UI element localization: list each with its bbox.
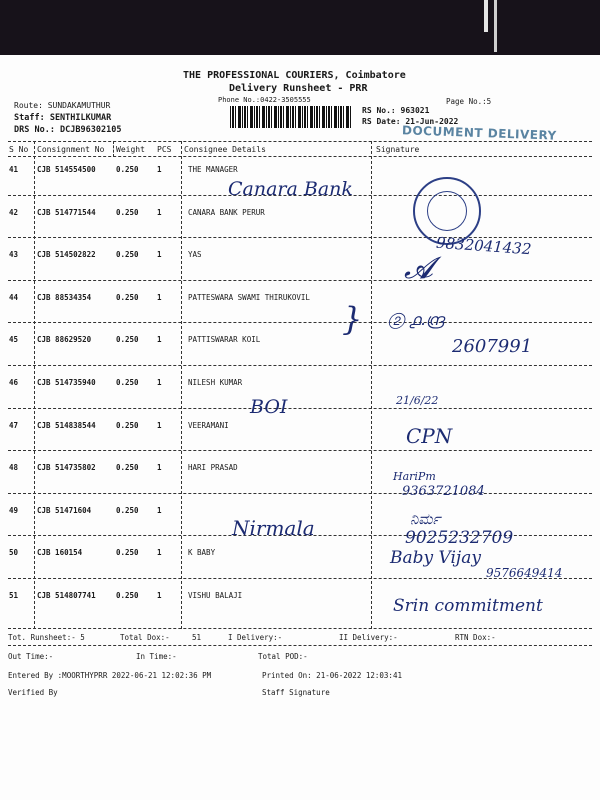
row-weight: 0.250: [116, 250, 139, 260]
handwritten-signature-50: Baby Vijay: [390, 548, 481, 568]
row-sno: 46: [9, 378, 19, 387]
row-weight: 0.250: [116, 335, 139, 345]
handwritten-canara-bank: Canara Bank: [228, 178, 353, 200]
row-pcs: 1: [157, 548, 162, 558]
row-sno: 42: [9, 207, 19, 217]
row-weight: 0.250: [116, 165, 139, 174]
verified-by: Verified By: [8, 688, 58, 697]
row-sno: 49: [9, 505, 19, 515]
ii-delivery: II Delivery:-: [339, 633, 398, 642]
row-sno: 44: [9, 292, 19, 302]
col-pcs: PCS: [157, 145, 172, 154]
row-consignee: THE MANAGER: [188, 165, 238, 174]
row-rule: [8, 365, 592, 366]
handwritten-hari: HariPm: [393, 470, 436, 483]
row-consignment: CJB 514807741: [37, 591, 96, 600]
in-time: In Time:-: [136, 652, 177, 661]
footer-rule: [8, 645, 592, 646]
col-consignment: Consignment No: [37, 145, 105, 154]
route: Route: SUNDAKAMUTHUR: [14, 101, 111, 110]
total-pod: Total POD:-: [258, 652, 308, 661]
row-consignment: CJB 514735802: [37, 463, 96, 473]
out-time: Out Time:-: [8, 652, 54, 661]
handwritten-cpn: CPN: [406, 424, 453, 448]
handwritten-signature-51: Srin commitment: [393, 596, 543, 616]
row-pcs: 1: [157, 591, 162, 600]
table-bottom-rule: [8, 628, 592, 629]
row-weight: 0.250: [116, 591, 139, 600]
row-rule: [8, 408, 592, 409]
row-pcs: 1: [157, 505, 162, 515]
entered-by: Entered By :MOORTHYPRR 2022-06-21 12:02:36 PM: [8, 671, 212, 680]
document-delivery-stamp: DOCUMENT DELIVERY: [401, 123, 557, 143]
row-consignee: K BABY: [188, 548, 216, 558]
row-sno: 48: [9, 463, 19, 473]
row-consignment: CJB 514502822: [37, 250, 96, 260]
staff: Staff: SENTHILKUMAR: [14, 113, 112, 123]
col-consignee: Consignee Details: [184, 145, 266, 154]
col-divider: [113, 141, 114, 157]
rtn-dox: RTN Dox:-: [455, 633, 496, 642]
row-consignee: VISHU BALAJI: [188, 591, 243, 600]
handwritten-signature-43: 𝓐: [404, 251, 433, 286]
row-pcs: 1: [157, 378, 162, 387]
handwritten-boi: BOI: [250, 396, 288, 418]
row-weight: 0.250: [116, 548, 139, 558]
row-consignment: CJB 514554500: [37, 165, 96, 174]
table-row: [0, 370, 600, 410]
row-consignee: YAS: [188, 250, 202, 260]
row-pcs: 1: [157, 335, 162, 345]
col-sno: S No: [9, 145, 29, 154]
row-pcs: 1: [157, 250, 162, 260]
row-consignment: CJB 88629520: [37, 335, 92, 345]
row-pcs: 1: [157, 165, 162, 174]
row-consignment: CJB 51471604: [37, 505, 92, 515]
row-rule: [8, 450, 592, 451]
row-consignment: CJB 160154: [37, 548, 83, 558]
table-row: [0, 200, 600, 240]
table-row: [0, 285, 600, 325]
row-consignment: CJB 88534354: [37, 292, 92, 302]
row-sno: 45: [9, 335, 19, 345]
row-sno: 47: [9, 420, 19, 430]
row-pcs: 1: [157, 292, 162, 302]
row-consignment: CJB 514735940: [37, 378, 96, 387]
row-weight: 0.250: [116, 463, 139, 473]
barcode: [230, 106, 352, 128]
phone-number: Phone No.:0422-3505555: [218, 96, 311, 104]
staff-signature: Staff Signature: [262, 688, 330, 697]
row-consignment: CJB 514838544: [37, 420, 96, 430]
tot-runsheet: Tot. Runsheet:- 5: [8, 633, 85, 642]
row-consignee: NILESH KUMAR: [188, 378, 243, 387]
row-pcs: 1: [157, 420, 162, 430]
row-rule: [8, 493, 592, 494]
row-pcs: 1: [157, 463, 162, 473]
rs-number: RS No.: 963021: [362, 106, 430, 115]
table-top-rule: [8, 141, 592, 142]
handwritten-phone-1: 9832041432: [435, 233, 532, 259]
row-weight: 0.250: [116, 378, 139, 387]
row-weight: 0.250: [116, 207, 139, 217]
pen-shadow: [494, 0, 497, 52]
col-signature: Signature: [376, 145, 420, 154]
total-dox-value: 51: [192, 633, 202, 642]
row-consignment: CJB 514771544: [37, 207, 96, 217]
handwritten-hari-phone: 9363721084: [402, 484, 485, 499]
handwritten-signature-49: ನಿರ್ಮ: [410, 510, 441, 528]
runsheet-title: Delivery Runsheet - PRR: [229, 83, 368, 94]
pen-tip: [484, 0, 488, 32]
row-weight: 0.250: [116, 420, 139, 430]
row-rule: [8, 322, 592, 323]
handwritten-phone-2: 2607991: [452, 336, 533, 357]
total-dox-label: Total Dox:-: [120, 633, 170, 642]
col-weight: Weight: [116, 145, 145, 154]
dark-background-top: [0, 0, 600, 55]
handwritten-bracket: }: [342, 300, 363, 338]
handwritten-baby-phone: 9576649414: [486, 566, 563, 580]
row-sno: 50: [9, 548, 19, 558]
table-row: [0, 413, 600, 453]
drs-number: DRS No.: DCJB96302105: [14, 125, 122, 135]
row-consignee: PATTESWARA SWAMI THIRUKOVIL: [188, 292, 310, 302]
row-sno: 51: [9, 591, 19, 600]
printed-on: Printed On: 21-06-2022 12:03:41: [262, 671, 402, 680]
row-consignee: HARI PRASAD: [188, 463, 238, 473]
handwritten-phone-3: 9025232709: [405, 528, 514, 548]
row-sno: 41: [9, 165, 19, 174]
rs-date: RS Date: 21-Jun-2022: [362, 117, 459, 126]
row-pcs: 1: [157, 207, 162, 217]
row-consignee: CANARA BANK PERUR: [188, 207, 265, 217]
row-consignee: VEERAMANI: [188, 420, 229, 430]
page-number: Page No.:5: [446, 97, 492, 106]
handwritten-signature-45: ② ൧.ന്ദ്ര: [388, 310, 444, 329]
i-delivery: I Delivery:-: [228, 633, 283, 642]
row-weight: 0.250: [116, 292, 139, 302]
handwritten-nirmala: Nirmala: [232, 516, 315, 540]
row-sno: 43: [9, 250, 19, 260]
row-weight: 0.250: [116, 505, 139, 515]
handwritten-date: 21/6/22: [396, 394, 439, 407]
table-row: [0, 455, 600, 495]
company-name: THE PROFESSIONAL COURIERS, Coimbatore: [183, 70, 406, 81]
row-rule: [8, 280, 592, 281]
row-consignee: PATTISWARAR KOIL: [188, 335, 261, 345]
